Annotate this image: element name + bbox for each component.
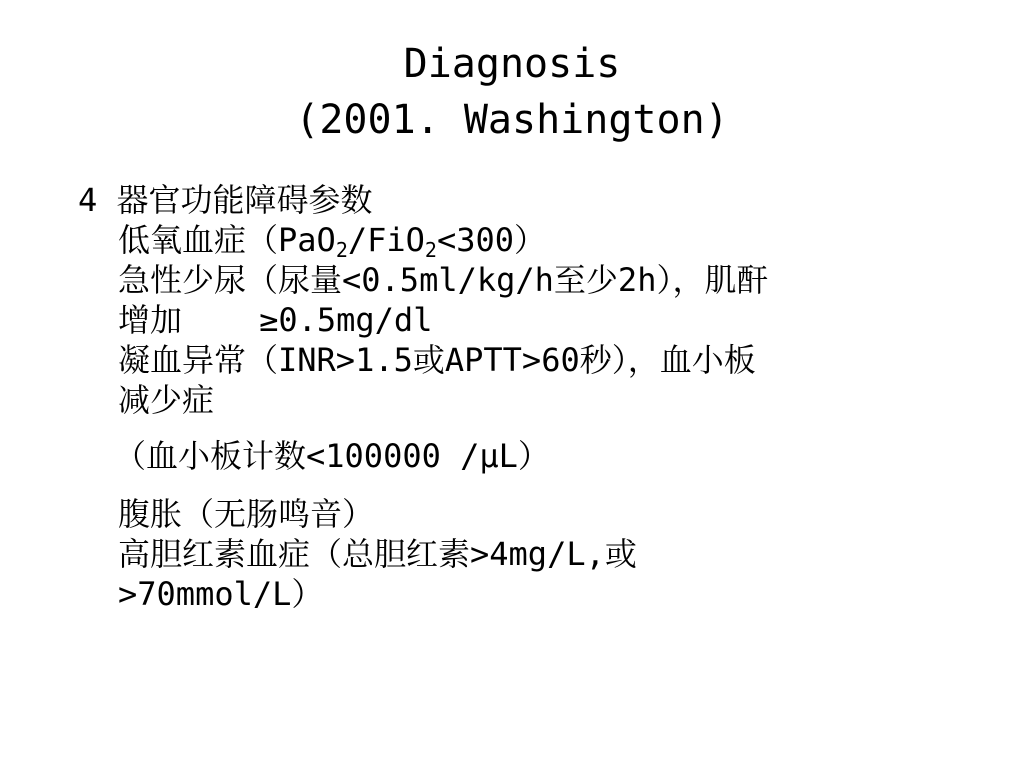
hypoxemia-suffix: <300） bbox=[436, 221, 547, 259]
bilirubin-item-line-2: >70mmol/L） bbox=[118, 575, 324, 613]
coagulation-item-line-1: 凝血异常（INR>1.5或APTT>60秒），血小板 bbox=[118, 341, 756, 379]
title-line-1: Diagnosis bbox=[403, 41, 621, 87]
platelet-count-item: （血小板计数<100000 /μL） bbox=[114, 437, 550, 475]
section-heading: 4 器官功能障碍参数 bbox=[78, 181, 373, 219]
slide-title bbox=[0, 36, 1024, 148]
bilirubin-item-line-1: 高胆红素血症（总胆红素>4mg/L,或 bbox=[118, 535, 637, 573]
hypoxemia-mid: /FiO bbox=[347, 221, 425, 259]
hypoxemia-subscript-2: 2 bbox=[424, 238, 437, 262]
coagulation-item-line-2: 减少症 bbox=[118, 381, 215, 419]
ileus-item: 腹胀（无肠鸣音） bbox=[118, 495, 375, 533]
hypoxemia-subscript-1: 2 bbox=[335, 238, 348, 262]
oliguria-item-line-1: 急性少尿（尿量<0.5ml/kg/h至少2h），肌酐 bbox=[118, 261, 769, 299]
slide-content bbox=[78, 180, 938, 614]
title-line-2: (2001. Washington) bbox=[295, 97, 729, 143]
hypoxemia-item bbox=[78, 220, 938, 260]
hypoxemia-prefix: 低氧血症（PaO bbox=[118, 221, 336, 259]
oliguria-item-line-2: 增加 ≥0.5mg/dl bbox=[118, 301, 433, 339]
